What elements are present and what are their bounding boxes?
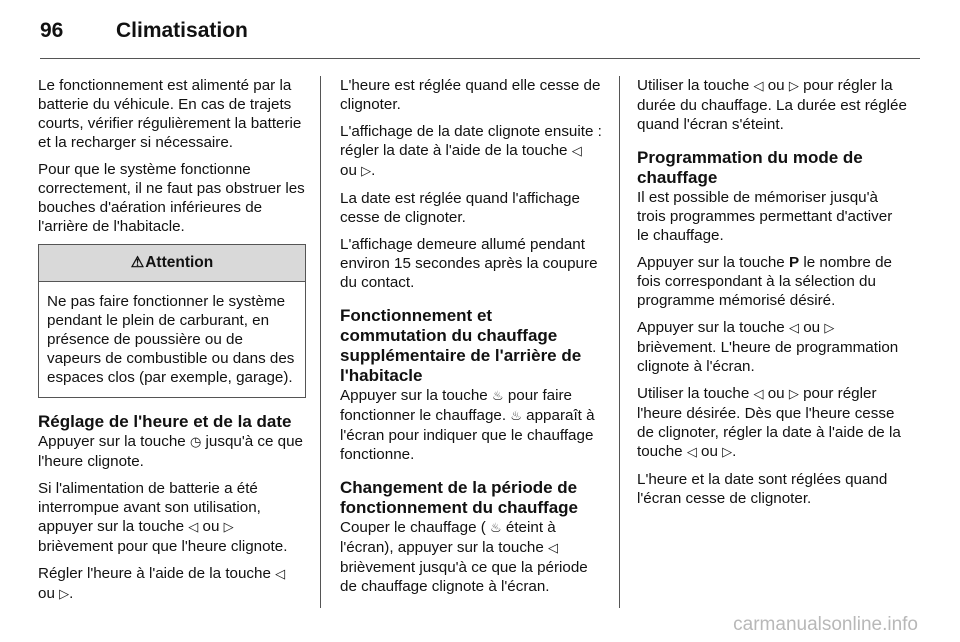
paragraph: Appuyer sur la touche ◁ ou ▷ brièvement. L'heure de programmation clignote à l'écran. bbox=[637, 319, 899, 375]
heater-icon: ♨ bbox=[490, 521, 502, 536]
left-arrow-icon: ◁ bbox=[753, 387, 764, 402]
section-heading-program: Programmation du mode de chauffage bbox=[637, 148, 863, 187]
paragraph: Appuyer sur la touche P le nombre de fois correspondant à la sélection du programme mémorisé désiré. bbox=[637, 254, 892, 309]
warning-box bbox=[38, 244, 306, 398]
section-heading-operation: Fonctionnement et commutation du chauffage supplémentaire de l'arrière de l'habitacle bbox=[340, 306, 582, 385]
warning-title: Attention bbox=[145, 254, 214, 271]
header-rule bbox=[40, 58, 920, 59]
left-arrow-icon: ◁ bbox=[753, 79, 764, 94]
left-arrow-icon: ◁ bbox=[571, 144, 582, 159]
left-arrow-icon: ◁ bbox=[788, 321, 799, 336]
heater-icon: ♨ bbox=[491, 389, 504, 404]
right-arrow-icon: ▷ bbox=[361, 164, 372, 179]
left-arrow-icon: ◁ bbox=[686, 445, 697, 460]
left-arrow-icon: ◁ bbox=[548, 541, 559, 556]
paragraph: Si l'alimentation de batterie a été interrompue avant son utilisation, appuyer sur la touche ◁ ou ▷ brièvement pour que l'heure clignote. bbox=[38, 480, 288, 555]
column-left bbox=[38, 76, 306, 612]
paragraph: L'affichage de la date clignote ensuite : régler la date à l'aide de la touche ◁ ou ▷. bbox=[340, 123, 602, 179]
right-arrow-icon: ▷ bbox=[788, 387, 799, 402]
page-number: 96 bbox=[40, 19, 64, 42]
column-middle bbox=[340, 76, 602, 604]
paragraph: L'heure est réglée quand elle cesse de clignoter. bbox=[340, 77, 601, 113]
right-arrow-icon: ▷ bbox=[223, 520, 234, 535]
paragraph: Couper le chauffage ( ♨ éteint à l'écran), appuyer sur la touche ◁ brièvement jusqu'à ce que la période de chauffage clignote à l'écran. bbox=[340, 519, 588, 595]
section-heading-period: Changement de la période de fonctionnement du chauffage bbox=[340, 478, 578, 517]
right-arrow-icon: ▷ bbox=[788, 79, 799, 94]
right-arrow-icon: ▷ bbox=[59, 587, 70, 602]
warning-header bbox=[39, 245, 305, 282]
paragraph: Utiliser la touche ◁ ou ▷ pour régler l'heure désirée. Dès que l'heure cesse de clignoter, régler la date à l'aide de la touche ◁ ou ▷. bbox=[637, 385, 901, 460]
column-right bbox=[637, 76, 907, 516]
paragraph: Pour que le système fonctionne correctement, il ne faut pas obstruer les bouches d'aération inférieures de l'arrière de l'habitacle. bbox=[38, 161, 305, 235]
warning-icon: ⚠ bbox=[130, 254, 145, 271]
paragraph: La date est réglée quand l'affichage cesse de clignoter. bbox=[340, 190, 580, 226]
clock-icon: ◷ bbox=[189, 435, 202, 450]
right-arrow-icon: ▷ bbox=[722, 445, 733, 460]
column-divider bbox=[320, 76, 321, 608]
warning-text: Ne pas faire fonctionner le système pendant le plein de carburant, en présence de poussière ou de vapeurs de combustible ou dans des espaces clos (par exemple, garage). bbox=[47, 293, 295, 386]
paragraph: Appuyer sur la touche ♨ pour faire fonctionner le chauffage. ♨ apparaît à l'écran pour indiquer que le chauffage fonctionne. bbox=[340, 387, 595, 463]
column-divider bbox=[619, 76, 620, 608]
paragraph: Il est possible de mémoriser jusqu'à trois programmes permettant d'activer le chauffage. bbox=[637, 189, 893, 244]
paragraph: Utiliser la touche ◁ ou ▷ pour régler la durée du chauffage. La durée est réglée quand l'écran s'éteint. bbox=[637, 77, 907, 133]
paragraph: L'heure et la date sont réglées quand l'écran cesse de clignoter. bbox=[637, 471, 888, 507]
heater-icon: ♨ bbox=[510, 409, 522, 424]
paragraph: Le fonctionnement est alimenté par la batterie du véhicule. En cas de trajets courts, vérifier régulièrement la batterie et la recharger si nécessaire. bbox=[38, 77, 302, 151]
paragraph: Régler l'heure à l'aide de la touche ◁ ou ▷. bbox=[38, 565, 286, 602]
left-arrow-icon: ◁ bbox=[275, 567, 286, 582]
left-arrow-icon: ◁ bbox=[188, 520, 199, 535]
program-key-label: P bbox=[788, 254, 800, 271]
watermark: carmanualsonline.info bbox=[733, 614, 918, 635]
right-arrow-icon: ▷ bbox=[824, 321, 835, 336]
paragraph: Appuyer sur la touche ◷ jusqu'à ce que l'heure clignote. bbox=[38, 433, 304, 470]
paragraph: L'affichage demeure allumé pendant environ 15 secondes après la coupure du contact. bbox=[340, 236, 598, 291]
section-heading-clock: Réglage de l'heure et de la date bbox=[38, 412, 292, 431]
page-title: Climatisation bbox=[116, 19, 248, 42]
